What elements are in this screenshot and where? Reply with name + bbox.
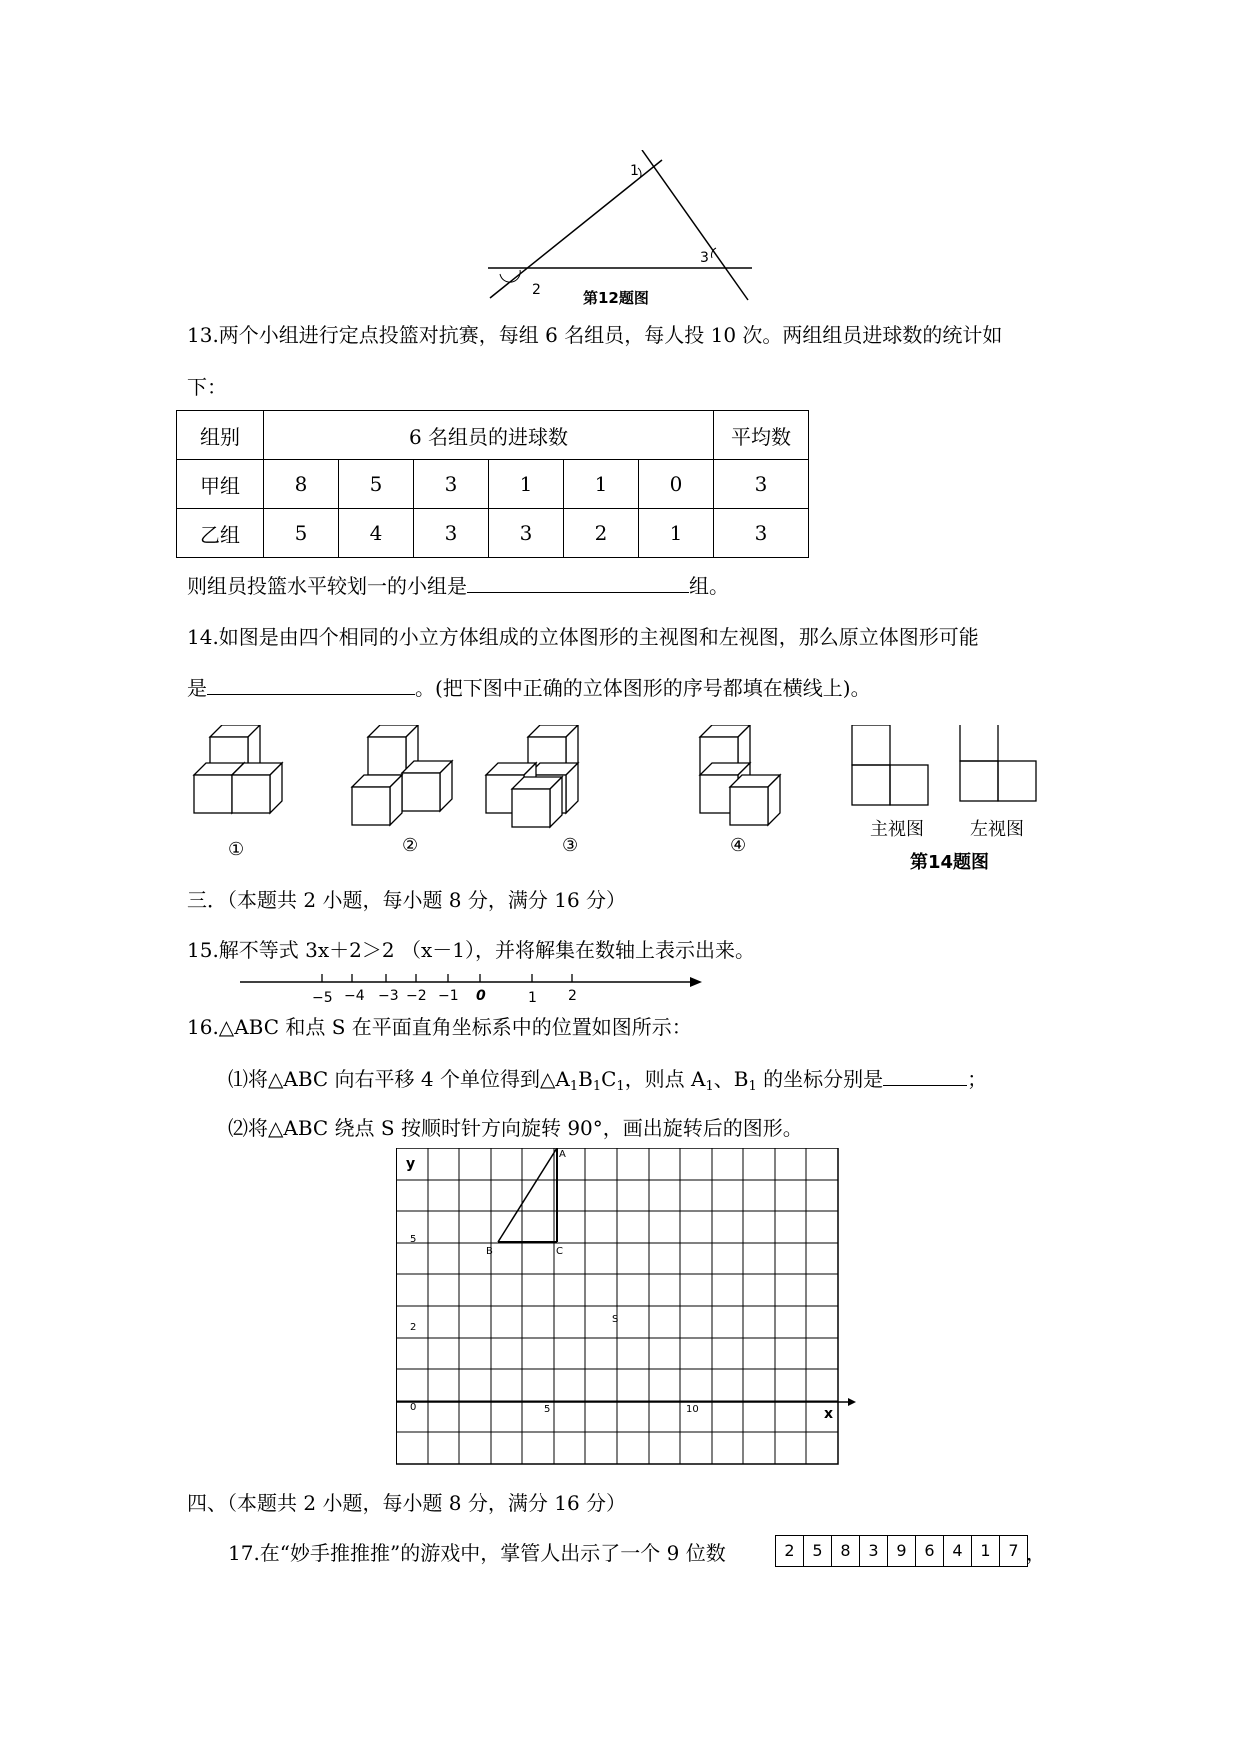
q13-question-text: 则组员投篮水平较划一的小组是: [187, 574, 467, 598]
table-row: [177, 509, 809, 558]
number-line: [240, 968, 710, 1008]
segment-ab: [498, 1148, 557, 1242]
digit-cell: 1: [972, 1536, 1000, 1566]
row-group-name: 乙组: [177, 509, 264, 558]
score-cell: 1: [489, 460, 564, 509]
score-cell: 3: [489, 509, 564, 558]
subscript: 1: [592, 1079, 602, 1094]
tick-label: −3: [378, 988, 399, 1004]
table-row: [177, 460, 809, 509]
subscript: 1: [705, 1079, 714, 1094]
digit-cell: 5: [804, 1536, 832, 1566]
score-cell: 3: [414, 460, 489, 509]
q14-line2-start: 是: [187, 676, 207, 700]
nine-digit-number: [775, 1535, 1028, 1567]
letter-b: B: [578, 1067, 593, 1091]
digit-cell: 8: [832, 1536, 860, 1566]
subscript: 1: [569, 1079, 579, 1094]
score-cell: 3: [414, 509, 489, 558]
point-b-label: B: [486, 1246, 493, 1257]
digit-cell: 4: [944, 1536, 972, 1566]
q16-part2: ⑵将△ABC 绕点 S 按顺时针方向旋转 90°，画出旋转后的图形。: [228, 1116, 803, 1140]
row-group-name: 甲组: [177, 460, 264, 509]
tick-label: 1: [528, 990, 537, 1006]
score-cell: 2: [564, 509, 639, 558]
subscript: 1: [616, 1079, 625, 1094]
solid-2: [352, 725, 452, 825]
tick-label: −1: [438, 988, 459, 1004]
point-a-label: A: [559, 1149, 566, 1160]
digit-cell: 3: [860, 1536, 888, 1566]
q16-part1: [228, 1063, 987, 1102]
left-view: [960, 725, 1036, 801]
answer-blank[interactable]: [467, 570, 689, 593]
score-cell: 0: [639, 460, 714, 509]
coordinate-grid: [396, 1148, 856, 1470]
q13-question-end: 组。: [689, 574, 729, 598]
subscript: 1: [748, 1079, 757, 1094]
x-tick-5: 5: [544, 1404, 551, 1415]
tick-label: −2: [406, 988, 427, 1004]
digit-cell: 7: [1008, 1541, 1019, 1560]
score-cell: 1: [639, 509, 714, 558]
score-cell: 5: [339, 460, 414, 509]
solid-1: [194, 725, 282, 813]
digit-cell: 2: [776, 1536, 804, 1566]
score-cell: 5: [264, 509, 339, 558]
figure-12: [480, 150, 770, 310]
q16-part1-text: ⑴将△ABC 向右平移 4 个单位得到△A: [228, 1067, 570, 1091]
q14-line1: 14.如图是由四个相同的小立方体组成的立体图形的主视图和左视图，那么原立体图形可能: [187, 625, 979, 649]
solid-3: [486, 725, 578, 827]
y-tick-5: 5: [410, 1234, 417, 1245]
q16-line1: 16.△ABC 和点 S 在平面直角坐标系中的位置如图所示：: [187, 1015, 692, 1039]
x-tick-10: 10: [686, 1404, 699, 1415]
tick-label: 2: [568, 988, 577, 1004]
header-average: 平均数: [714, 411, 809, 460]
q14-line2-end: 。(把下图中正确的立体图形的序号都填在横线上)。: [415, 676, 871, 700]
average-cell: 3: [714, 509, 809, 558]
header-group: 组别: [177, 411, 264, 460]
front-view: [852, 725, 928, 805]
line-left: [490, 160, 662, 298]
solid-4: [700, 725, 780, 825]
solid-label-4: ④: [730, 835, 747, 856]
line-right: [642, 150, 748, 300]
y-axis-label: y: [406, 1156, 416, 1172]
digit-cell: 6: [916, 1536, 944, 1566]
tick-label: −5: [312, 990, 333, 1006]
left-view-label: 左视图: [970, 819, 1024, 840]
answer-blank[interactable]: [207, 672, 415, 695]
score-cell: 4: [339, 509, 414, 558]
score-cell: 1: [564, 460, 639, 509]
solid-label-3: ③: [562, 835, 579, 856]
origin-label: 0: [410, 1402, 417, 1413]
q16-part1-mid3: 的坐标分别是: [756, 1067, 884, 1091]
angle-3-label: 3: [700, 250, 709, 266]
letter-c: C: [601, 1067, 617, 1091]
tick-label: 0: [476, 988, 486, 1004]
figure-12-caption: 第12题图: [583, 289, 649, 307]
q16-part1-mid2: 、B: [713, 1067, 749, 1091]
table-header-row: [177, 411, 809, 460]
score-table: [176, 410, 809, 558]
solid-label-1: ①: [228, 839, 245, 860]
header-scores: 6 名组员的进球数: [264, 411, 714, 460]
tick-label: −4: [344, 988, 365, 1004]
answer-blank[interactable]: [883, 1063, 967, 1086]
q13-line1: 13.两个小组进行定点投篮对抗赛，每组 6 名组员，每人投 10 次。两组组员进球数的统计如: [187, 323, 1003, 347]
q17-end: ，: [1026, 1541, 1046, 1565]
q13-line2: 下：: [187, 375, 227, 399]
q17-text: 17.在“妙手推推推”的游戏中，掌管人出示了一个 9 位数: [228, 1541, 726, 1565]
section-4-heading: 四、（本题共 2 小题，每小题 8 分，满分 16 分）: [187, 1491, 627, 1515]
point-c-label: C: [556, 1246, 563, 1257]
figure-14-caption: 第14题图: [910, 852, 990, 873]
average-cell: 3: [714, 460, 809, 509]
q16-part1-mid: ，则点 A: [624, 1067, 706, 1091]
digit-cell: 9: [888, 1536, 916, 1566]
y-tick-2: 2: [410, 1322, 417, 1333]
x-axis-label: x: [824, 1406, 834, 1422]
q14-line2: [187, 672, 871, 703]
q15-text: 15.解不等式 3x＋2＞2 （x－1），并将解集在数轴上表示出来。: [187, 938, 755, 962]
figure-14: [180, 725, 1080, 875]
angle-1-label: 1: [630, 163, 639, 179]
front-view-label: 主视图: [870, 819, 924, 840]
solid-label-2: ②: [402, 835, 419, 856]
section-3-heading: 三．（本题共 2 小题，每小题 8 分，满分 16 分）: [187, 888, 627, 912]
point-s-label: S: [612, 1314, 619, 1325]
q16-part1-end: ；: [967, 1067, 988, 1091]
q13-question: [187, 570, 729, 601]
angle-2-label: 2: [532, 282, 541, 298]
score-cell: 8: [264, 460, 339, 509]
